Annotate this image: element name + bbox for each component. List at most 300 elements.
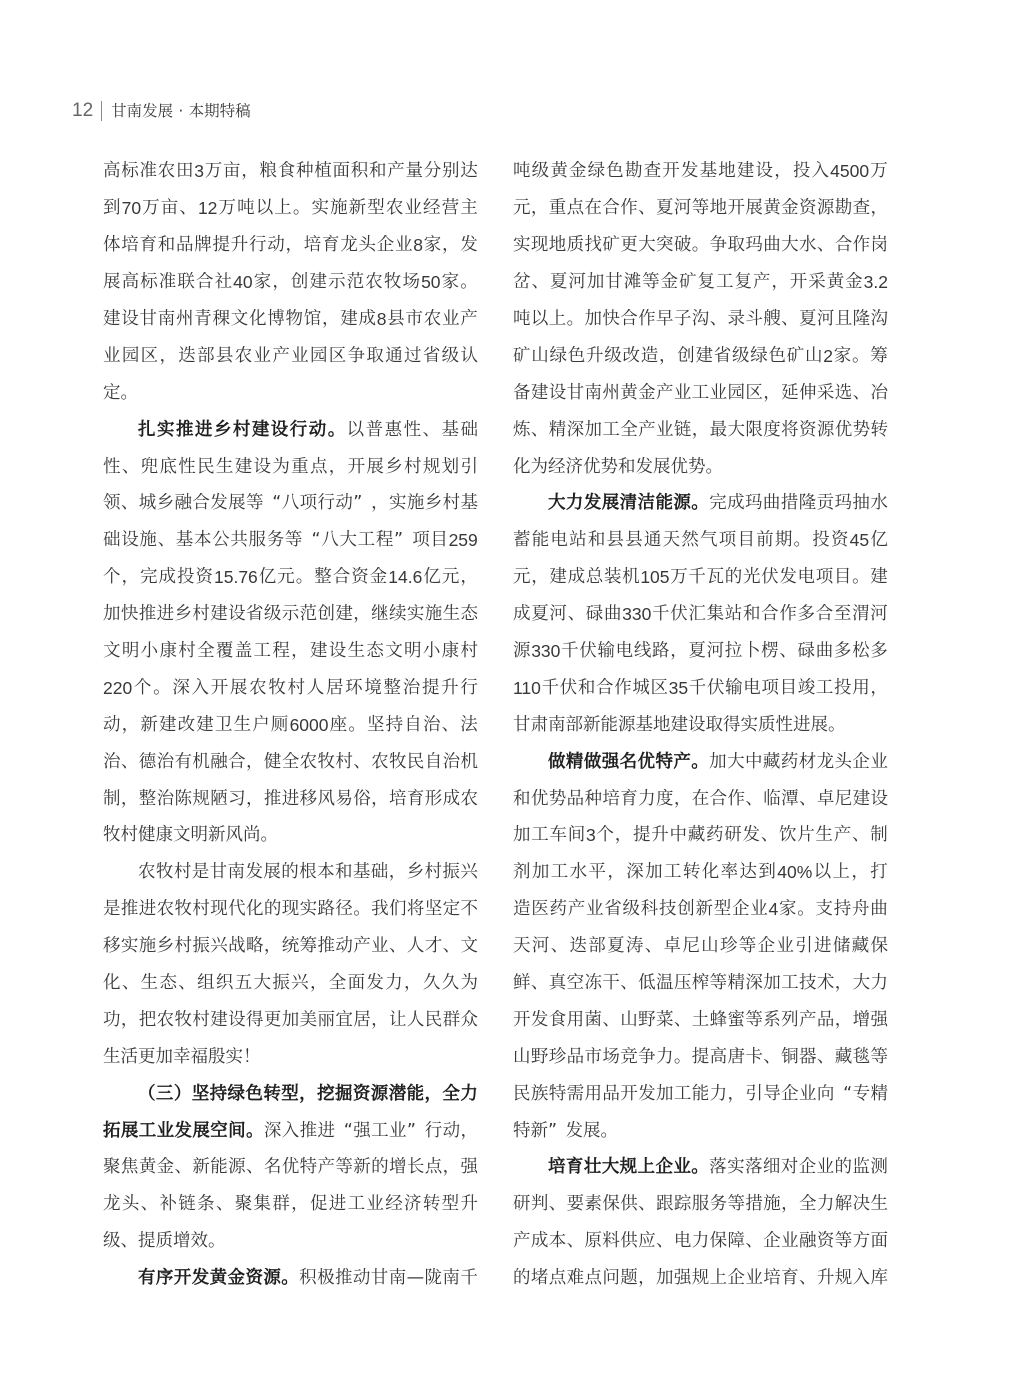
glyph: 治	[422, 714, 441, 735]
glyph: 产	[638, 419, 656, 440]
text-line	[513, 707, 888, 744]
glyph: 持	[385, 714, 404, 735]
glyph: 成	[530, 1231, 549, 1252]
glyph: 金	[781, 198, 799, 219]
glyph: 目	[430, 530, 448, 551]
glyph: 向	[816, 1083, 835, 1104]
glyph: 明	[121, 641, 140, 662]
glyph: 的	[834, 1157, 852, 1178]
glyph: 。	[353, 899, 371, 920]
glyph: 延	[781, 382, 799, 403]
glyph: 夏	[549, 272, 568, 293]
glyph: 。	[208, 1231, 226, 1252]
glyph: 本	[193, 530, 212, 551]
glyph: “	[272, 493, 282, 514]
glyph: 兴	[460, 862, 478, 883]
glyph: 全	[442, 1083, 460, 1104]
glyph: 药	[549, 899, 567, 920]
glyph: 器	[799, 1046, 817, 1067]
glyph: 产	[752, 272, 771, 293]
glyph: 山	[513, 1046, 531, 1067]
glyph: 个	[596, 825, 614, 846]
glyph: 径	[335, 899, 353, 920]
glyph: 电	[550, 530, 568, 551]
glyph: 、	[656, 1231, 674, 1252]
glyph: 电	[615, 641, 634, 662]
glyph: 田	[176, 161, 194, 182]
glyph: 岔	[513, 272, 531, 293]
glyph: 车	[549, 825, 567, 846]
glyph: 、	[157, 530, 176, 551]
glyph: 合	[620, 309, 638, 329]
glyph: 提	[691, 1046, 710, 1067]
glyph: 行	[289, 419, 308, 440]
glyph: 伏	[670, 604, 688, 625]
latin-run: 3	[194, 161, 204, 182]
glyph: 人	[406, 1009, 425, 1030]
glyph: 县	[387, 309, 405, 329]
glyph: ，	[442, 1157, 461, 1178]
glyph: 千	[561, 641, 579, 662]
glyph: ，	[460, 1120, 478, 1141]
glyph: 示	[281, 604, 300, 625]
glyph: 强	[601, 751, 620, 772]
glyph: 色	[606, 161, 624, 182]
glyph: 力	[870, 973, 888, 994]
glyph: 以	[530, 309, 549, 329]
glyph: 推	[317, 936, 335, 957]
glyph: ，	[670, 641, 688, 662]
glyph: 设	[755, 161, 774, 182]
glyph: 以	[813, 862, 832, 883]
glyph: ，	[328, 456, 347, 477]
glyph: 力	[565, 493, 584, 514]
text-line	[103, 965, 478, 1002]
glyph: 金	[369, 567, 388, 588]
glyph: 资	[351, 567, 369, 588]
glyph: 工	[357, 530, 376, 551]
glyph: 推	[175, 419, 194, 440]
glyph: 山	[701, 936, 719, 957]
text-line	[513, 486, 888, 523]
glyph: 低	[638, 973, 656, 994]
glyph: 性	[403, 419, 422, 440]
glyph: 济	[565, 456, 583, 477]
glyph: 快	[120, 604, 139, 625]
glyph: 高	[121, 272, 140, 293]
glyph: 建	[852, 788, 871, 809]
glyph: 群	[442, 1009, 461, 1030]
glyph: 山	[531, 345, 549, 366]
glyph: 措	[780, 493, 799, 514]
glyph: 、	[779, 641, 797, 662]
glyph: 础	[103, 530, 121, 551]
glyph: 展	[157, 101, 174, 120]
glyph: 育	[565, 1157, 584, 1178]
glyph: 村	[287, 677, 306, 698]
glyph: 企	[798, 1157, 817, 1178]
glyph: 根	[299, 862, 317, 883]
glyph: 岗	[870, 235, 888, 256]
glyph: 和	[334, 862, 353, 883]
glyph: 社	[214, 272, 233, 293]
glyph: 业	[291, 345, 309, 366]
glyph: 织	[215, 973, 234, 994]
glyph: 产	[317, 1157, 335, 1178]
glyph: 工	[531, 825, 549, 846]
glyph: 材	[798, 751, 817, 772]
glyph: 人	[306, 677, 325, 698]
glyph: ，	[120, 1009, 139, 1030]
latin-run: 45	[849, 530, 870, 551]
glyph: 、	[638, 198, 656, 219]
glyph: 业	[371, 936, 389, 957]
glyph: 村	[173, 862, 192, 883]
glyph: 省	[422, 345, 441, 366]
glyph: 河	[568, 272, 586, 293]
text-line	[513, 559, 888, 596]
glyph: 质	[155, 1231, 173, 1252]
glyph: 升	[441, 677, 459, 698]
text-line	[103, 707, 478, 744]
glyph: 开	[620, 1083, 638, 1104]
glyph: 水	[799, 235, 817, 256]
glyph: 深	[626, 862, 644, 883]
glyph: 料	[602, 1231, 620, 1252]
glyph: 设	[548, 382, 567, 403]
glyph: 备	[513, 382, 531, 403]
glyph: 等	[870, 1046, 888, 1067]
glyph: 夏	[799, 309, 817, 329]
latin-run: 4	[768, 899, 779, 920]
glyph: 长	[406, 1157, 425, 1178]
glyph: 行	[460, 677, 478, 698]
glyph: 。	[705, 456, 723, 477]
glyph: 到	[758, 862, 776, 883]
glyph: 增	[173, 1231, 191, 1252]
text-line	[103, 670, 478, 707]
glyph: 民	[424, 1009, 443, 1030]
glyph: 贡	[816, 493, 835, 514]
glyph: 、	[140, 1194, 159, 1215]
text-line	[103, 1113, 478, 1150]
text-line	[103, 301, 478, 338]
glyph: 上	[832, 862, 851, 883]
glyph: 千	[688, 677, 707, 698]
glyph: 尼	[834, 788, 853, 809]
glyph: 筹	[870, 345, 888, 366]
glyph: 入	[811, 161, 829, 182]
glyph: 间	[567, 825, 586, 846]
glyph: 矿	[602, 235, 620, 256]
glyph: 陈	[174, 788, 192, 809]
glyph: 定	[442, 899, 461, 920]
glyph: 元	[513, 567, 531, 588]
glyph: 取	[727, 235, 745, 256]
glyph: 制	[870, 825, 888, 846]
glyph: 业	[656, 419, 674, 440]
glyph: 资	[195, 567, 213, 588]
glyph: 的	[281, 862, 299, 883]
glyph: 是	[191, 862, 210, 883]
glyph: 查	[852, 198, 871, 219]
glyph: 发	[565, 1120, 583, 1141]
glyph: 合	[834, 235, 853, 256]
glyph: 掘	[334, 1083, 353, 1104]
glyph: 万	[142, 198, 160, 219]
glyph: 设	[228, 1009, 246, 1030]
glyph: 特	[219, 101, 236, 120]
glyph: 生	[140, 973, 159, 994]
glyph: 牧	[389, 751, 407, 772]
glyph: 培	[121, 235, 139, 256]
glyph: 坚	[366, 714, 385, 735]
glyph: 场	[402, 272, 420, 293]
glyph: 准	[139, 161, 157, 182]
glyph: 建	[196, 714, 214, 735]
glyph: 化	[513, 456, 531, 477]
glyph: 特	[513, 1120, 531, 1141]
glyph: 。	[460, 272, 478, 293]
glyph: 加	[281, 1009, 300, 1030]
glyph: 施	[406, 493, 425, 514]
glyph: 查	[643, 161, 662, 182]
text-line	[513, 1076, 888, 1113]
glyph: 移	[299, 788, 318, 809]
latin-run: 12	[197, 198, 218, 219]
latin-run: 15.76	[214, 567, 258, 588]
glyph: 、	[120, 751, 139, 772]
glyph: 经	[385, 1194, 403, 1215]
glyph: 河	[870, 604, 888, 625]
glyph: 村	[335, 751, 353, 772]
glyph: 保	[709, 1231, 728, 1252]
paragraph	[103, 1076, 478, 1260]
glyph: 汇	[688, 604, 706, 625]
glyph: 绿	[750, 345, 768, 366]
text-line	[103, 891, 478, 928]
latin-run: 4500	[830, 161, 870, 182]
glyph: 元	[441, 567, 460, 588]
glyph: 品	[566, 1046, 585, 1067]
glyph: 投	[177, 567, 195, 588]
glyph: 万	[204, 161, 223, 182]
glyph: 冶	[870, 382, 888, 403]
glyph: 、	[673, 1009, 692, 1030]
glyph: 矿	[679, 272, 697, 293]
glyph: 工	[253, 641, 271, 662]
glyph: 部	[565, 714, 583, 735]
glyph: 等	[745, 1009, 763, 1030]
glyph: 业	[750, 899, 768, 920]
glyph: 黄	[620, 382, 638, 403]
glyph: 大	[781, 235, 799, 256]
glyph: 升	[586, 345, 604, 366]
glyph: 矿	[513, 345, 531, 366]
glyph: 设	[121, 530, 139, 551]
glyph: 聚	[234, 1194, 253, 1215]
glyph: 基	[441, 419, 459, 440]
glyph: 农	[299, 751, 318, 772]
glyph: 业	[441, 309, 460, 329]
text-line	[103, 375, 478, 412]
glyph: 发	[460, 235, 478, 256]
glyph: 竞	[620, 1046, 638, 1067]
glyph: 前	[756, 530, 774, 551]
glyph: 成	[442, 788, 461, 809]
glyph: 伏	[579, 641, 597, 662]
glyph: 南	[157, 309, 176, 329]
glyph: 曲	[763, 235, 781, 256]
glyph: 采	[816, 382, 835, 403]
glyph: 定	[103, 382, 121, 403]
glyph: 推	[299, 1120, 318, 1141]
glyph: 空	[566, 973, 585, 994]
text-line	[103, 190, 478, 227]
glyph: 业	[389, 1120, 407, 1141]
glyph: 融	[799, 1231, 817, 1252]
glyph: 珍	[548, 1046, 567, 1067]
glyph: 增	[389, 1157, 407, 1178]
glyph: 展	[366, 456, 384, 477]
glyph: 区	[650, 677, 668, 698]
glyph: 营	[441, 198, 460, 219]
glyph: 把	[138, 1009, 157, 1030]
glyph: 乡	[156, 936, 175, 957]
glyph: 投	[792, 161, 811, 182]
glyph: 保	[870, 936, 888, 957]
text-line	[103, 781, 478, 818]
glyph: 牧	[174, 899, 192, 920]
glyph: “	[343, 1120, 353, 1141]
glyph: 榨	[691, 973, 710, 994]
glyph: 度	[763, 419, 781, 440]
glyph: 实	[513, 235, 531, 256]
glyph: 尼	[682, 936, 700, 957]
glyph: 进	[194, 419, 213, 440]
glyph: 、	[121, 456, 140, 477]
glyph: 牧	[174, 1009, 192, 1030]
glyph: 冻	[584, 973, 602, 994]
glyph: 农	[249, 677, 267, 698]
glyph: 加	[531, 862, 550, 883]
glyph: 态	[366, 641, 384, 662]
glyph: 业	[776, 936, 794, 957]
glyph: 业	[395, 235, 413, 256]
glyph: 、	[816, 1046, 835, 1067]
glyph: 种	[295, 161, 314, 182]
glyph: 医	[531, 899, 549, 920]
glyph: 早	[656, 309, 674, 329]
glyph: 级	[263, 604, 282, 625]
glyph: 。	[797, 899, 815, 920]
glyph: 。	[852, 567, 870, 588]
glyph: 站	[724, 604, 743, 625]
glyph: 、	[566, 1231, 585, 1252]
glyph: 统	[281, 936, 300, 957]
glyph: 元	[277, 567, 295, 588]
glyph: 村	[232, 419, 251, 440]
glyph: 、	[620, 973, 638, 994]
text-line	[103, 1223, 478, 1260]
glyph: 县	[215, 345, 234, 366]
glyph: 优	[834, 419, 853, 440]
glyph: 建	[870, 567, 888, 588]
glyph: 万	[870, 161, 888, 182]
glyph: 户	[252, 714, 270, 735]
glyph: ，	[771, 272, 789, 293]
glyph: 、	[174, 1157, 192, 1178]
glyph: 要	[566, 1194, 585, 1215]
glyph: 实	[299, 899, 318, 920]
glyph: 面	[347, 973, 366, 994]
glyph: 山	[805, 345, 823, 366]
glyph: 南	[584, 382, 602, 403]
text-line	[103, 1150, 478, 1187]
glyph: 境	[364, 677, 382, 698]
glyph: 电	[673, 1231, 692, 1252]
glyph: 普	[365, 419, 384, 440]
glyph: ，	[159, 345, 177, 366]
glyph: 、	[530, 973, 549, 994]
glyph: 覆	[215, 641, 234, 662]
glyph: 等	[246, 493, 264, 514]
glyph: 康	[441, 641, 460, 662]
glyph: 伸	[799, 382, 817, 403]
glyph: 甘	[111, 101, 127, 120]
latin-run: 3.2	[863, 272, 888, 293]
glyph: 开	[210, 677, 229, 698]
glyph: 南	[126, 101, 143, 120]
glyph: 乡	[406, 862, 425, 883]
glyph: 展	[228, 493, 246, 514]
glyph: 、	[851, 825, 870, 846]
glyph: 黄	[826, 272, 845, 293]
glyph: 建	[210, 1009, 228, 1030]
glyph: 曲	[762, 493, 781, 514]
glyph: 、	[745, 1231, 763, 1252]
glyph: 龙	[103, 1194, 121, 1215]
glyph: ，	[291, 1194, 309, 1215]
glyph: 企	[732, 899, 750, 920]
glyph: 总	[585, 567, 604, 588]
glyph: 卫	[214, 714, 233, 735]
glyph: 加	[155, 1046, 173, 1067]
glyph: ，	[121, 567, 139, 588]
glyph: 涛	[625, 936, 644, 957]
glyph: 龙	[816, 751, 835, 772]
glyph: 久	[422, 973, 441, 994]
glyph: 精	[548, 419, 567, 440]
glyph: “	[843, 1083, 853, 1104]
glyph: 牧	[155, 862, 174, 883]
glyph: 兴	[210, 936, 228, 957]
glyph: 金	[227, 1268, 246, 1289]
glyph: 本	[188, 101, 205, 120]
glyph: 和	[618, 456, 636, 477]
latin-run: 220	[103, 677, 133, 698]
glyph: 进	[281, 788, 300, 809]
glyph: 生	[347, 641, 366, 662]
text-line	[103, 264, 478, 301]
glyph: 以	[346, 419, 365, 440]
glyph: 治	[402, 677, 421, 698]
glyph: 甘	[566, 382, 585, 403]
text-line	[513, 154, 888, 191]
glyph: 村	[178, 641, 196, 662]
glyph: 山	[620, 1009, 638, 1030]
glyph: 企	[376, 235, 395, 256]
